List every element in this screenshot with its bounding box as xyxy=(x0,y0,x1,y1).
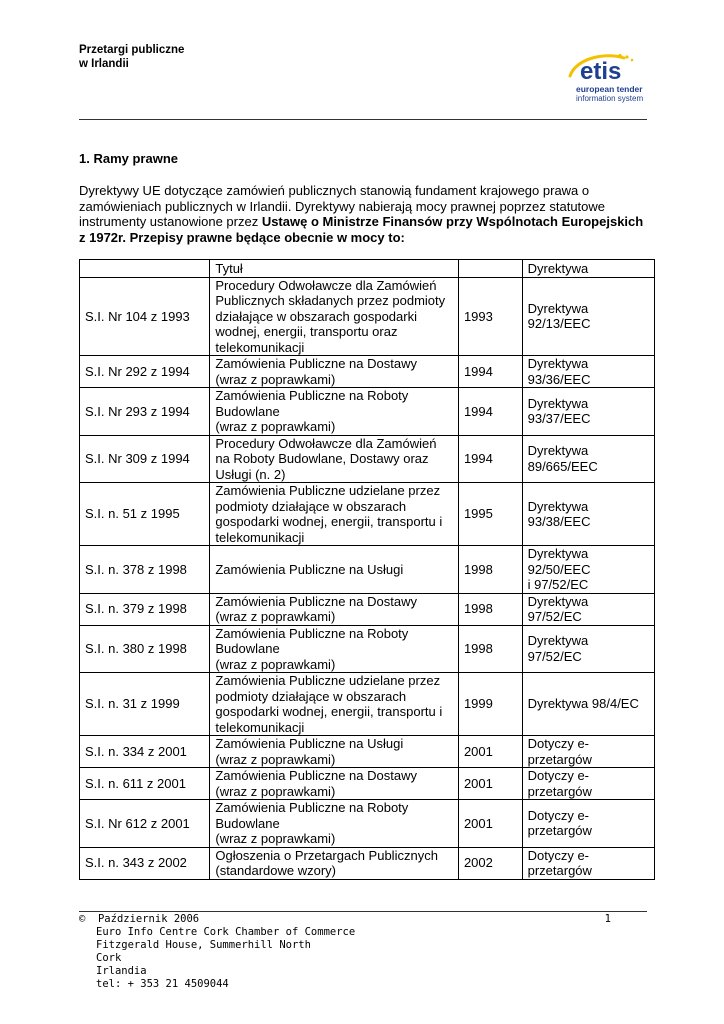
cell-title-line: (wraz z poprawkami) xyxy=(215,751,336,767)
logo-subtitle: european tender xyxy=(576,84,643,94)
cell-si-number: S.I. n. 31 z 1999 xyxy=(80,673,210,736)
cell-si-number: S.I. Nr 293 z 1994 xyxy=(80,388,210,436)
cell-year: 1994 xyxy=(458,356,522,388)
cell-title-line: Zamówienia Publiczne udzielane przez xyxy=(215,673,441,688)
col-header-directive: Dyrektywa xyxy=(522,260,654,278)
cell-title-line: wodnej, energii, transportu oraz xyxy=(215,324,398,339)
cell-si-number: S.I. Nr 309 z 1994 xyxy=(80,435,210,483)
cell-directive-line: Dyrektywa xyxy=(527,356,589,371)
cell-directive-line: Dyrektywa xyxy=(527,498,589,514)
cell-title-line: podmioty działające w obszarach xyxy=(215,688,407,704)
cell-title-line: Zamówienia Publiczne udzielane przez xyxy=(215,483,441,498)
header-title-line: w Irlandii xyxy=(79,58,129,70)
table-row xyxy=(80,625,655,673)
table-row xyxy=(80,388,655,436)
cell-title-line: Zamówienia Publiczne na Roboty xyxy=(215,388,409,403)
cell-directive-line: Dotyczy e- xyxy=(527,768,590,783)
cell-title-line: Ogłoszenia o Przetargach Publicznych xyxy=(215,847,438,863)
cell-title-line: (wraz z poprawkami) xyxy=(215,831,336,846)
cell-year: 1993 xyxy=(458,277,522,356)
table-row xyxy=(80,356,655,388)
cell-directive-line: 92/13/EEC xyxy=(527,316,591,332)
cell-title-line: Zamówienia Publiczne na Usługi xyxy=(215,561,404,577)
table-row xyxy=(80,435,655,483)
cell-si-number: S.I. n. 343 z 2002 xyxy=(80,847,210,879)
cell-year: 1994 xyxy=(458,388,522,436)
cell-si-number: S.I. n. 379 z 1998 xyxy=(80,593,210,625)
cell-title-line: Zamówienia Publiczne na Dostawy xyxy=(215,356,417,371)
footer-address-line: Fitzgerald House, Summerhill North xyxy=(96,939,311,952)
cell-directive xyxy=(522,388,654,436)
cell-si-number: S.I. n. 378 z 1998 xyxy=(80,546,210,594)
cell-title-line: Procedury Odwoławcze dla Zamówień xyxy=(215,277,437,293)
cell-title-line: Budowlane xyxy=(215,641,280,656)
header-divider xyxy=(79,119,647,120)
cell-title xyxy=(210,277,459,356)
header-title-line: Przetargi publiczne xyxy=(79,44,185,56)
cell-title xyxy=(210,546,459,594)
cell-si-number: S.I. n. 51 z 1995 xyxy=(80,483,210,546)
cell-si-number: S.I. n. 380 z 1998 xyxy=(80,625,210,673)
cell-title-line: Zamówienia Publiczne na Roboty xyxy=(215,800,409,815)
cell-directive-line: Dyrektywa xyxy=(527,546,589,561)
cell-title-line: Budowlane xyxy=(215,815,280,831)
table-row xyxy=(80,800,655,848)
logo-subtitle: information system xyxy=(576,94,644,103)
cell-title xyxy=(210,736,459,768)
cell-title-line: (standardowe wzory) xyxy=(215,863,337,878)
section-heading: 1. Ramy prawne xyxy=(79,151,178,166)
cell-title xyxy=(210,388,459,436)
cell-directive xyxy=(522,593,654,625)
cell-title-line: Usługi (n. 2) xyxy=(215,466,286,482)
col-header-year xyxy=(458,260,522,278)
cell-directive-line: 93/36/EEC xyxy=(527,371,591,387)
cell-title xyxy=(210,435,459,483)
etis-logo-graphic xyxy=(566,52,646,84)
cell-title-line: (wraz z poprawkami) xyxy=(215,609,336,624)
cell-directive xyxy=(522,483,654,546)
table-header-row xyxy=(80,260,655,278)
footer xyxy=(79,913,651,992)
footer-address-line: Irlandia xyxy=(96,965,147,978)
footer-address-line: Cork xyxy=(96,952,122,965)
header-title xyxy=(79,43,184,71)
cell-directive xyxy=(522,673,654,736)
cell-si-number: S.I. Nr 292 z 1994 xyxy=(80,356,210,388)
cell-title xyxy=(210,768,459,800)
cell-directive-line: Dyrektywa xyxy=(527,593,589,609)
cell-title-line: Procedury Odwoławcze dla Zamówień xyxy=(215,435,437,451)
table-row xyxy=(80,673,655,736)
cell-directive-line: przetargów xyxy=(527,823,592,839)
page-number: 1 xyxy=(604,913,611,925)
cell-directive-line: przetargów xyxy=(527,863,592,878)
cell-title-line: działające w obszarach gospodarki xyxy=(215,308,417,324)
cell-title-line: telekomunikacji xyxy=(215,339,305,355)
table-row xyxy=(80,768,655,800)
cell-title-line: podmioty działające w obszarach xyxy=(215,498,407,514)
cell-directive-line: Dyrektywa xyxy=(527,633,589,649)
cell-title-line: gospodarki wodnej, energii, transportu i xyxy=(215,704,443,719)
table-row xyxy=(80,593,655,625)
cell-year: 1998 xyxy=(458,625,522,673)
cell-year: 1999 xyxy=(458,673,522,736)
cell-directive xyxy=(522,768,654,800)
cell-directive-line: Dotyczy e- xyxy=(527,807,590,823)
cell-directive-line: i 97/52/EC xyxy=(527,577,589,592)
cell-title-line: Zamówienia Publiczne na Dostawy xyxy=(215,768,417,783)
col-header-title: Tytuł xyxy=(210,260,459,278)
cell-si-number: S.I. n. 334 z 2001 xyxy=(80,736,210,768)
table-row xyxy=(80,546,655,594)
cell-directive-line: Dyrektywa 98/4/EC xyxy=(527,696,639,712)
cell-directive-line: przetargów xyxy=(527,783,592,799)
cell-year: 1998 xyxy=(458,593,522,625)
table-row xyxy=(80,277,655,356)
cell-year: 2001 xyxy=(458,800,522,848)
cell-si-number: S.I. n. 611 z 2001 xyxy=(80,768,210,800)
intro-paragraph xyxy=(79,183,651,245)
table-body xyxy=(80,277,655,879)
regulations-table xyxy=(79,259,655,880)
logo-word: etis xyxy=(580,58,622,84)
cell-title-line: na Roboty Budowlane, Dostawy oraz xyxy=(215,451,429,466)
cell-title xyxy=(210,800,459,848)
cell-title-line: Budowlane xyxy=(215,403,280,419)
cell-title xyxy=(210,847,459,879)
footer-address-line: tel: + 353 21 4509044 xyxy=(96,978,229,991)
cell-directive xyxy=(522,736,654,768)
table-row xyxy=(80,483,655,546)
cell-title-line: (wraz z poprawkami) xyxy=(215,656,336,672)
cell-title-line: Zamówienia Publiczne na Roboty xyxy=(215,625,409,641)
cell-directive-line: Dyrektywa xyxy=(527,300,589,316)
footer-address-line: Euro Info Centre Cork Chamber of Commerce xyxy=(96,926,356,939)
cell-title-line: telekomunikacji xyxy=(215,529,305,545)
col-header-si xyxy=(80,260,210,278)
cell-year: 1995 xyxy=(458,483,522,546)
table-row xyxy=(80,847,655,879)
etis-logo xyxy=(566,52,646,107)
cell-directive xyxy=(522,546,654,594)
footer-date: Październik 2006 xyxy=(97,913,200,925)
cell-title-line: (wraz z poprawkami) xyxy=(215,419,336,434)
cell-directive-line: Dotyczy e- xyxy=(527,736,590,751)
cell-directive xyxy=(522,277,654,356)
cell-title xyxy=(210,483,459,546)
cell-directive xyxy=(522,847,654,879)
cell-directive xyxy=(522,625,654,673)
footer-divider xyxy=(79,911,647,912)
cell-directive-line: Dyrektywa xyxy=(527,395,589,411)
cell-year: 2001 xyxy=(458,768,522,800)
cell-directive-line: Dyrektywa xyxy=(527,443,589,459)
cell-title xyxy=(210,356,459,388)
cell-title-line: gospodarki wodnej, energii, transportu i xyxy=(215,514,443,529)
cell-directive xyxy=(522,356,654,388)
cell-title-line: Zamówienia Publiczne na Dostawy xyxy=(215,593,417,609)
cell-directive xyxy=(522,800,654,848)
cell-title-line: (wraz z poprawkami) xyxy=(215,783,336,799)
cell-title-line: Publicznych składanych przez podmioty xyxy=(215,293,446,308)
copyright-symbol: © xyxy=(79,913,86,925)
table-row xyxy=(80,736,655,768)
cell-year: 1994 xyxy=(458,435,522,483)
cell-directive-line: 97/52/EC xyxy=(527,609,582,624)
cell-directive-line: Dotyczy e- xyxy=(527,847,590,863)
cell-title xyxy=(210,593,459,625)
cell-directive-line: 93/37/EEC xyxy=(527,411,591,427)
cell-year: 2001 xyxy=(458,736,522,768)
cell-title-line: (wraz z poprawkami) xyxy=(215,371,336,387)
cell-title xyxy=(210,673,459,736)
cell-year: 2002 xyxy=(458,847,522,879)
cell-si-number: S.I. Nr 104 z 1993 xyxy=(80,277,210,356)
cell-title-line: telekomunikacji xyxy=(215,719,305,735)
cell-title xyxy=(210,625,459,673)
cell-directive-line: 89/665/EEC xyxy=(527,458,598,474)
cell-year: 1998 xyxy=(458,546,522,594)
cell-si-number: S.I. Nr 612 z 2001 xyxy=(80,800,210,848)
intro-bold-text: Ustawę o Ministrze Finansów przy Wspólnotach Europejskich z 1972r. Przepisy prawne będące obecnie w mocy to: xyxy=(79,214,644,245)
cell-directive-line: przetargów xyxy=(527,751,592,767)
cell-directive xyxy=(522,435,654,483)
cell-directive-line: 92/50/EEC xyxy=(527,561,591,577)
cell-directive-line: 97/52/EC xyxy=(527,648,582,664)
intro-text: Dyrektywy UE dotyczące zamówień publicznych stanowią fundament krajowego prawa o zamówieniach publicznych w Irlandii. Dyrektywy nabierają mocy prawnej poprzez statutowe instrumenty ustanowione przez xyxy=(79,183,606,229)
cell-directive-line: 93/38/EEC xyxy=(527,514,591,529)
cell-title-line: Zamówienia Publiczne na Usługi xyxy=(215,736,404,751)
